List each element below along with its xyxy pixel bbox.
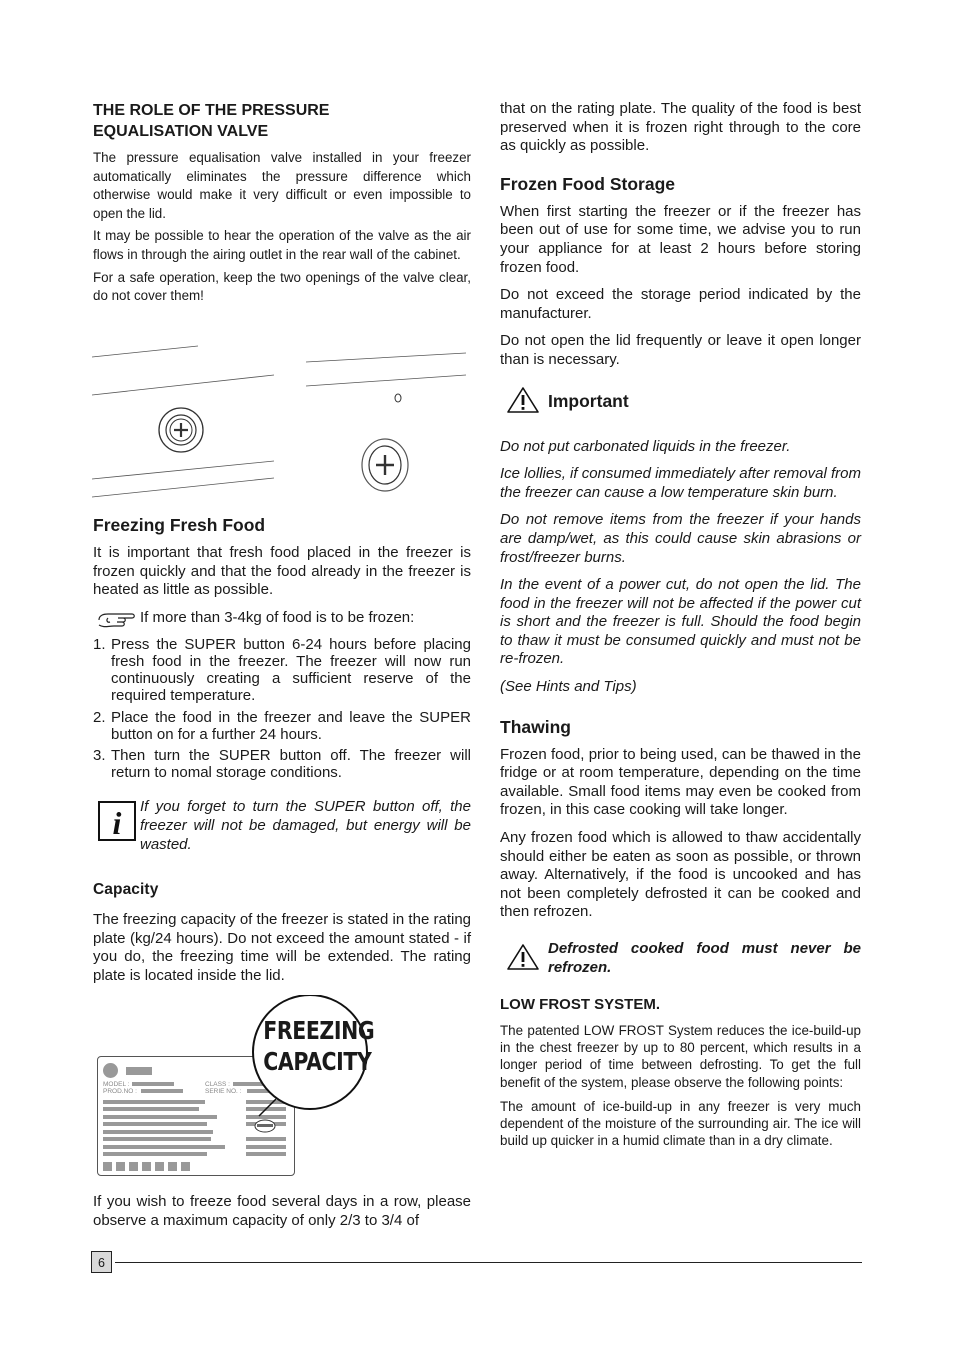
valve-illustration xyxy=(88,340,472,500)
thawing-heading: Thawing xyxy=(500,716,571,737)
list-item xyxy=(93,747,471,781)
valve-paragraph-2: It may be possible to hear the operation of the valve as the air flows in through the airing outlet in the rear wall of the cabinet. xyxy=(93,228,471,262)
rating-plate-illustration xyxy=(96,995,476,1180)
info-icon xyxy=(98,801,136,841)
capacity-paragraph-2: If you wish to freeze food several days in a row, please observe a maximum capacity of only 2/3 to 3/4 of xyxy=(93,1193,471,1229)
valve-heading: THE ROLE OF THE PRESSURE EQUALISATION VALVE xyxy=(93,102,330,140)
step-text: Place the food in the freezer and leave the SUPER button on for a further 24 hours. xyxy=(111,708,471,743)
svg-text:i: i xyxy=(112,805,122,842)
low-frost-paragraph-1: The patented LOW FROST System reduces the ice-build-up in the chest freezer by up to 80 percent, which results in a longer period of time between defrosting. To get the full benefit of the system, please observe the following points: xyxy=(500,1023,861,1090)
page-number: 6 xyxy=(91,1251,112,1273)
plate-class-label: CLASS : xyxy=(205,1081,230,1088)
important-paragraph-4: In the event of a power cut, do not open the lid. The food in the freezer will not be affected if the power cut is short and the freezer is full. Should the food begin to thaw it must be consumed quickly and must not be re-frozen. xyxy=(500,576,861,668)
callout-line-1: FREEZING xyxy=(263,1016,375,1045)
callout-line-2: CAPACITY xyxy=(263,1047,372,1076)
hand-pointer-icon xyxy=(96,609,138,631)
hint-row xyxy=(93,609,471,631)
step-number: 1. xyxy=(93,635,106,653)
valve-opening-icon-2 xyxy=(362,439,408,491)
fresh-food-heading: Freezing Fresh Food xyxy=(93,515,266,535)
right-column xyxy=(500,100,861,1149)
freezing-steps-list xyxy=(93,636,471,782)
hint-text: If more than 3-4kg of food is to be frozen: xyxy=(140,608,415,626)
info-text: If you forget to turn the SUPER button off, the freezer will not be damaged, but energy will be wasted. xyxy=(140,798,471,853)
footer-rule xyxy=(115,1262,862,1263)
important-heading: Important xyxy=(548,390,629,411)
step-number: 2. xyxy=(93,708,106,726)
valve-opening-icon-1 xyxy=(159,408,203,452)
storage-paragraph-3: Do not open the lid frequently or leave it open longer than is necessary. xyxy=(500,332,861,368)
defrost-warning-text: Defrosted cooked food must never be refrozen. xyxy=(548,940,861,976)
low-frost-paragraph-2: The amount of ice-build-up in any freezer is very much dependent of the moisture of the surrounding air. The ice will build up quicker in a humid climate than in a dry climate. xyxy=(500,1098,861,1149)
important-heading-row xyxy=(500,384,861,420)
warning-icon xyxy=(506,386,540,414)
list-item xyxy=(93,636,471,705)
defrost-warning xyxy=(500,940,861,980)
thawing-paragraph-1: Frozen food, prior to being used, can be thawed in the fridge or at room temperature, depending on the time available. Small food items may even be cooked from frozen, in this case cooking will take longer. xyxy=(500,745,861,819)
storage-paragraph-1: When first starting the freezer or if the freezer has been out of use for some time, we advise you to run your appliance for at least 2 hours before storing frozen food. xyxy=(500,202,861,276)
capacity-continued xyxy=(93,1193,471,1230)
important-paragraph-2: Ice lollies, if consumed immediately after removal from the freezer can cause a low temperature skin burn. xyxy=(500,465,861,501)
step-number: 3. xyxy=(93,747,106,764)
low-frost-heading: LOW FROST SYSTEM. xyxy=(500,996,660,1013)
important-paragraph-5: (See Hints and Tips) xyxy=(500,678,637,696)
left-column xyxy=(93,100,471,306)
plate-prod-label: PROD.NO : xyxy=(103,1088,137,1095)
storage-paragraph-2: Do not exceed the storage period indicated by the manufacturer. xyxy=(500,286,861,322)
step-text: Then turn the SUPER button off. The freezer will return to nomal storage conditions. xyxy=(111,747,471,782)
storage-heading: Frozen Food Storage xyxy=(500,173,675,194)
step-text: Press the SUPER button 6-24 hours before placing fresh food in the freezer. The freezer will now run continuously creating a sufficient reserve of the required temperature. xyxy=(111,635,471,705)
continued-paragraph: that on the rating plate. The quality of the food is best preserved when it is frozen right through to the core as quickly as possible. xyxy=(500,100,861,155)
important-paragraph-3: Do not remove items from the freezer if your hands are damp/wet, as this could cause skin abrasions or frost/freezer burns. xyxy=(500,511,861,566)
valve-paragraph-3: For a safe operation, keep the two openings of the valve clear, do not cover them! xyxy=(93,269,471,304)
list-item xyxy=(93,709,471,743)
capacity-paragraph-1: The freezing capacity of the freezer is stated in the rating plate (kg/24 hours). Do not exceed the amount stated - if you do, the freezing time will be extended. The rating plate is located inside the lid. xyxy=(93,911,471,984)
plate-model-label: MODEL : xyxy=(103,1081,130,1088)
capacity-heading: Capacity xyxy=(93,881,159,898)
thawing-paragraph-2: Any frozen food which is allowed to thaw accidentally should either be eaten as soon as possible, or thrown away. Alternatively, if the food is uncooked and has not been completely defrosted it can be cooked and then refrozen. xyxy=(500,829,861,921)
capacity-section xyxy=(93,879,471,985)
fresh-food-section xyxy=(93,514,471,858)
info-note xyxy=(93,798,471,858)
fresh-food-paragraph: It is important that fresh food placed in the freezer is frozen quickly and that the food already in the freezer is heated as little as possible. xyxy=(93,544,471,599)
freezing-capacity-callout xyxy=(263,1015,375,1077)
warning-icon xyxy=(506,943,540,971)
valve-paragraph-1: The pressure equalisation valve installed in your freezer automatically eliminates the pressure difference which otherwise would make it very difficult or even impossible to open the lid. xyxy=(93,150,471,221)
important-paragraph-1: Do not put carbonated liquids in the freezer. xyxy=(500,437,791,455)
plate-serie-label: SERIE NO. : xyxy=(205,1088,242,1095)
